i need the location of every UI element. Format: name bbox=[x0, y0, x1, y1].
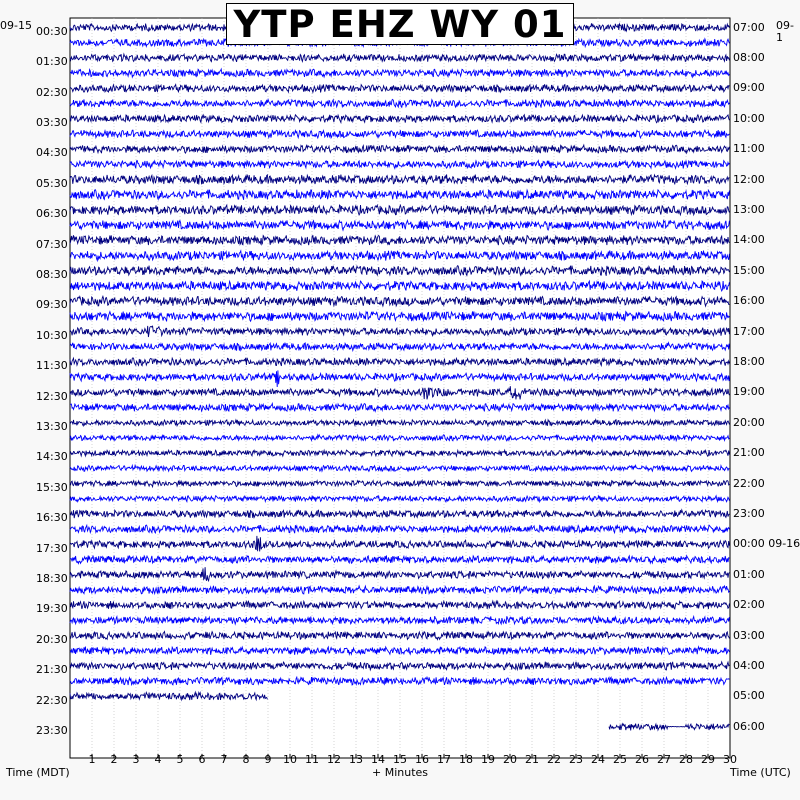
x-tick-label: 22 bbox=[547, 753, 561, 766]
right-time-label: 01:00 bbox=[733, 568, 765, 581]
x-tick-label: 3 bbox=[132, 753, 140, 766]
x-tick-label: 9 bbox=[264, 753, 272, 766]
left-time-label: 00:30 bbox=[36, 25, 68, 38]
x-tick-label: 12 bbox=[327, 753, 341, 766]
left-time-label: 08:30 bbox=[36, 268, 68, 281]
left-time-label: 15:30 bbox=[36, 481, 68, 494]
right-time-label: 18:00 bbox=[733, 355, 765, 368]
x-tick-label: 18 bbox=[459, 753, 473, 766]
left-time-label: 17:30 bbox=[36, 542, 68, 555]
right-time-label: 10:00 bbox=[733, 112, 765, 125]
left-time-label: 13:30 bbox=[36, 420, 68, 433]
left-time-label: 10:30 bbox=[36, 329, 68, 342]
right-time-label: 17:00 bbox=[733, 325, 765, 338]
right-time-label: 04:00 bbox=[733, 659, 765, 672]
left-time-label: 02:30 bbox=[36, 86, 68, 99]
left-axis-title: Time (MDT) bbox=[6, 766, 70, 779]
x-tick-label: 13 bbox=[349, 753, 363, 766]
right-time-label: 14:00 bbox=[733, 233, 765, 246]
x-tick-label: 7 bbox=[220, 753, 228, 766]
right-time-label: 05:00 bbox=[733, 689, 765, 702]
right-time-label: 16:00 bbox=[733, 294, 765, 307]
x-tick-label: 27 bbox=[657, 753, 671, 766]
right-time-label: 08:00 bbox=[733, 51, 765, 64]
left-time-label: 21:30 bbox=[36, 663, 68, 676]
right-time-label: 19:00 bbox=[733, 385, 765, 398]
right-time-label: 12:00 bbox=[733, 173, 765, 186]
x-tick-label: 1 bbox=[88, 753, 96, 766]
right-time-label: 22:00 bbox=[733, 477, 765, 490]
right-time-label: 15:00 bbox=[733, 264, 765, 277]
x-tick-label: 11 bbox=[305, 753, 319, 766]
left-time-label: 04:30 bbox=[36, 146, 68, 159]
x-tick-label: 15 bbox=[393, 753, 407, 766]
left-time-label: 19:30 bbox=[36, 602, 68, 615]
left-time-label: 05:30 bbox=[36, 177, 68, 190]
left-time-label: 20:30 bbox=[36, 633, 68, 646]
x-tick-label: 23 bbox=[569, 753, 583, 766]
right-time-label: 21:00 bbox=[733, 446, 765, 459]
right-time-label: 06:00 bbox=[733, 720, 765, 733]
left-time-label: 01:30 bbox=[36, 55, 68, 68]
right-time-label: 03:00 bbox=[733, 629, 765, 642]
x-tick-label: 10 bbox=[283, 753, 297, 766]
x-tick-label: 6 bbox=[198, 753, 206, 766]
right-time-label: 00:00 09-16 bbox=[733, 537, 800, 550]
x-tick-label: 16 bbox=[415, 753, 429, 766]
left-time-label: 06:30 bbox=[36, 207, 68, 220]
x-tick-label: 29 bbox=[701, 753, 715, 766]
left-time-label: 23:30 bbox=[36, 724, 68, 737]
x-tick-label: 4 bbox=[154, 753, 162, 766]
x-tick-label: 19 bbox=[481, 753, 495, 766]
x-tick-label: 14 bbox=[371, 753, 385, 766]
x-tick-label: 24 bbox=[591, 753, 605, 766]
right-time-label: 02:00 bbox=[733, 598, 765, 611]
right-time-label: 07:00 bbox=[733, 21, 765, 34]
x-tick-label: 26 bbox=[635, 753, 649, 766]
left-date-label: 09-15 bbox=[0, 19, 32, 32]
right-time-label: 23:00 bbox=[733, 507, 765, 520]
right-time-label: 09:00 bbox=[733, 81, 765, 94]
left-time-label: 22:30 bbox=[36, 694, 68, 707]
left-time-label: 09:30 bbox=[36, 298, 68, 311]
x-tick-label: 20 bbox=[503, 753, 517, 766]
x-tick-label: 30 bbox=[723, 753, 737, 766]
bottom-axis-title: + Minutes bbox=[372, 766, 429, 779]
left-time-label: 11:30 bbox=[36, 359, 68, 372]
x-tick-label: 2 bbox=[110, 753, 118, 766]
x-tick-label: 28 bbox=[679, 753, 693, 766]
right-time-label: 20:00 bbox=[733, 416, 765, 429]
x-tick-label: 21 bbox=[525, 753, 539, 766]
right-date-label: 09-1 bbox=[776, 19, 794, 44]
left-time-label: 07:30 bbox=[36, 238, 68, 251]
right-axis-title: Time (UTC) bbox=[730, 766, 791, 779]
x-tick-label: 8 bbox=[242, 753, 250, 766]
left-time-label: 18:30 bbox=[36, 572, 68, 585]
left-time-label: 14:30 bbox=[36, 450, 68, 463]
left-time-label: 16:30 bbox=[36, 511, 68, 524]
left-time-label: 03:30 bbox=[36, 116, 68, 129]
x-tick-label: 25 bbox=[613, 753, 627, 766]
x-tick-label: 17 bbox=[437, 753, 451, 766]
x-tick-label: 5 bbox=[176, 753, 184, 766]
right-time-label: 13:00 bbox=[733, 203, 765, 216]
left-time-label: 12:30 bbox=[36, 390, 68, 403]
right-time-label: 11:00 bbox=[733, 142, 765, 155]
chart-title: YTP EHZ WY 01 bbox=[226, 3, 574, 45]
